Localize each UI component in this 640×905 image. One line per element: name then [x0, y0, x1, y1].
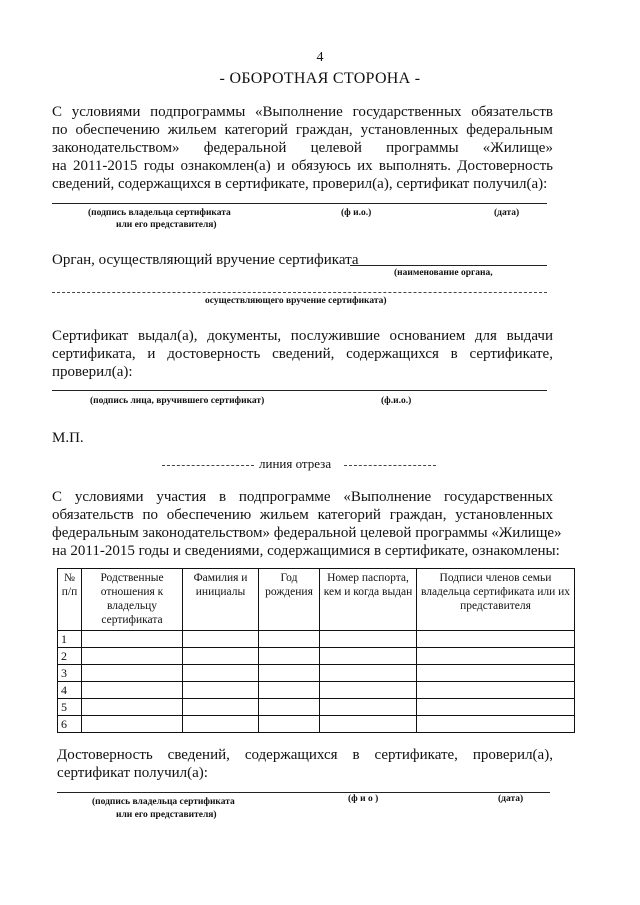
paragraph-line: [52, 103, 553, 121]
table-cell[interactable]: [417, 716, 575, 733]
table-cell[interactable]: [417, 682, 575, 699]
paragraph-line: [52, 327, 553, 345]
header-name: Фамилия и инициалы: [183, 569, 259, 631]
paragraph-line: [52, 345, 553, 363]
table-cell[interactable]: [259, 648, 320, 665]
paragraph-line: [52, 157, 553, 175]
paragraph-word: их: [357, 158, 373, 174]
page-heading: - ОБОРОТНАЯ СТОРОНА -: [219, 70, 421, 87]
row-number: 6: [58, 716, 82, 733]
header-signatures: Подписи членов семьи владельца сертификата или их представителя: [417, 569, 575, 631]
paragraph-word: по: [142, 507, 158, 523]
family-paragraph: [52, 488, 562, 560]
owner-paragraph: [52, 103, 553, 193]
table-row: [58, 716, 575, 733]
paragraph-word: сертификате,: [374, 747, 458, 763]
paragraph-line: [52, 139, 553, 157]
paragraph-word: сведений,: [167, 747, 230, 763]
table-cell[interactable]: [82, 631, 183, 648]
paragraph-word: достоверность: [167, 346, 261, 362]
paragraph-word: в: [218, 489, 227, 505]
owner-signature-caption-2: или его представителя): [116, 220, 217, 230]
paragraph-word: С: [52, 489, 63, 505]
paragraph-word: для: [474, 328, 497, 344]
paragraph-word: выдачи: [506, 328, 553, 344]
table-cell[interactable]: [259, 699, 320, 716]
table-cell[interactable]: [82, 716, 183, 733]
table-cell[interactable]: [259, 631, 320, 648]
paragraph-word: содержащихся: [346, 346, 439, 362]
paragraph-word: подпрограммы: [150, 104, 246, 120]
paragraph-word: государственных: [444, 489, 553, 505]
organ-name-line[interactable]: [350, 265, 547, 266]
table-cell[interactable]: [320, 682, 417, 699]
paragraph-word: сведений,: [272, 346, 335, 362]
table-cell[interactable]: [183, 699, 259, 716]
paragraph-line: проверил(а):: [52, 364, 133, 380]
paragraph-word: документы,: [207, 328, 282, 344]
row-number: 2: [58, 648, 82, 665]
cut-line-left: [162, 465, 254, 466]
final-signature-caption-2: или его представителя): [116, 810, 217, 820]
organ-caption: (наименование органа,: [394, 268, 493, 278]
issuer-signature-caption: (подпись лица, вручившего сертификат): [90, 396, 265, 406]
table-cell[interactable]: [183, 648, 259, 665]
organ-label: Орган, осуществляющий вручение сертификата: [52, 252, 359, 268]
paragraph-word: обязательств: [471, 104, 553, 120]
table-cell[interactable]: [183, 631, 259, 648]
table-cell[interactable]: [320, 665, 417, 682]
paragraph-word: подпрограмме: [238, 489, 331, 505]
paragraph-line: [52, 506, 553, 524]
table-row: [58, 682, 575, 699]
paragraph-word: жильем: [167, 122, 217, 138]
owner-signature-caption: (подпись владельца сертификата: [88, 208, 231, 218]
table-cell[interactable]: [82, 699, 183, 716]
paragraph-word: годы: [143, 158, 175, 174]
table-cell[interactable]: [183, 682, 259, 699]
row-number: 4: [58, 682, 82, 699]
paragraph-word: условиями: [74, 489, 144, 505]
paragraph-word: условиями: [71, 104, 141, 120]
paragraph-word: установленных: [360, 122, 459, 138]
paragraph-word: федеральным: [466, 122, 553, 138]
header-birth-year: Год рождения: [259, 569, 320, 631]
table-cell[interactable]: [417, 699, 575, 716]
table-cell[interactable]: [320, 716, 417, 733]
row-number: 3: [58, 665, 82, 682]
paragraph-word: содержащихся: [244, 747, 338, 763]
organ-name-line-2[interactable]: [52, 292, 547, 293]
paragraph-word: ознакомлен(а): [180, 158, 271, 174]
paragraph-line: сведений, содержащихся в сертификате, проверил(а), сертификат получил(а):: [52, 176, 548, 192]
paragraph-word: государственных: [352, 104, 462, 120]
paragraph-word: программы: [386, 140, 459, 156]
paragraph-word: по: [52, 122, 68, 138]
paragraph-word: Достоверность: [457, 158, 553, 174]
organ-caption-2: осуществляющего вручение сертификата): [205, 296, 387, 306]
table-cell[interactable]: [82, 665, 183, 682]
paragraph-word: граждан,: [389, 507, 447, 523]
table-row: [58, 648, 575, 665]
owner-signature-line[interactable]: [52, 203, 547, 204]
owner-fio-caption: (ф и.о.): [341, 208, 372, 218]
paragraph-word: участия: [156, 489, 207, 505]
final-signature-line[interactable]: [57, 792, 550, 793]
paragraph-word: категорий: [224, 122, 288, 138]
paragraph-word: 2011-2015: [72, 158, 138, 174]
table-cell[interactable]: [320, 648, 417, 665]
paragraph-word: выполнять.: [378, 158, 451, 174]
paragraph-word: и: [147, 346, 156, 362]
family-members-table: [57, 568, 575, 733]
paragraph-word: С: [52, 104, 63, 120]
table-cell[interactable]: [417, 665, 575, 682]
header-relation: Родственные отношения к владельцу сертификата: [82, 569, 183, 631]
paragraph-word: «Выполнение: [343, 489, 432, 505]
paragraph-word: целевой: [310, 140, 362, 156]
paragraph-word: в: [450, 346, 458, 362]
table-cell[interactable]: [417, 648, 575, 665]
paragraph-word: законодательством»: [52, 140, 180, 156]
paragraph-word: обязуюсь: [291, 158, 351, 174]
table-cell[interactable]: [82, 682, 183, 699]
paragraph-line: [52, 488, 553, 506]
table-cell[interactable]: [82, 648, 183, 665]
final-signature-caption: (подпись владельца сертификата: [92, 797, 235, 807]
paragraph-word: обеспечению: [75, 122, 160, 138]
page-number: 4: [316, 50, 324, 65]
paragraph-word: категорий: [317, 507, 381, 523]
paragraph-word: выдал(а),: [138, 328, 198, 344]
table-row: [58, 631, 575, 648]
table-row: [58, 665, 575, 682]
paragraph-word: проверил(а),: [472, 747, 553, 763]
paragraph-word: на: [52, 158, 67, 174]
header-number: № п/п: [58, 569, 82, 631]
paragraph-line: на 2011-2015 годы и сведениями, содержащимися в сертификате, ознакомлены:: [52, 543, 560, 559]
issuer-fio-caption: (ф.и.о.): [381, 396, 412, 406]
paragraph-word: Сертификат: [52, 328, 129, 344]
row-number: 5: [58, 699, 82, 716]
stamp-label: М.П.: [52, 430, 84, 446]
issuer-signature-line[interactable]: [52, 390, 547, 391]
paragraph-word: и: [277, 158, 286, 174]
table-row: [58, 699, 575, 716]
paragraph-word: граждан,: [295, 122, 353, 138]
row-number: 1: [58, 631, 82, 648]
final-date-caption: (дата): [498, 794, 524, 804]
final-fio-caption: (ф и о ): [348, 794, 379, 804]
table-cell[interactable]: [320, 631, 417, 648]
paragraph-word: установленных: [455, 507, 553, 523]
paragraph-word: обеспечению: [166, 507, 252, 523]
paragraph-word: обязательств: [52, 507, 134, 523]
cut-line-label: линия отреза: [259, 456, 332, 471]
paragraph-word: «Жилище»: [482, 140, 553, 156]
paragraph-line: сертификат получил(а):: [57, 765, 208, 781]
paragraph-word: Достоверность: [57, 747, 153, 763]
paragraph-word: послужившие: [290, 328, 380, 344]
table-cell[interactable]: [259, 716, 320, 733]
issuer-paragraph: [52, 327, 553, 381]
paragraph-word: жильем: [259, 507, 309, 523]
paragraph-word: основанием: [389, 328, 466, 344]
final-paragraph: [57, 746, 553, 782]
paragraph-line: [52, 121, 553, 139]
paragraph-word: сертификата,: [52, 346, 136, 362]
paragraph-word: «Выполнение: [255, 104, 343, 120]
table-cell[interactable]: [183, 665, 259, 682]
cut-line-right: [344, 465, 436, 466]
header-passport: Номер паспорта, кем и когда выдан: [320, 569, 417, 631]
owner-date-caption: (дата): [494, 208, 520, 218]
paragraph-word: в: [352, 747, 360, 763]
paragraph-line: [57, 746, 553, 764]
table-cell[interactable]: [259, 665, 320, 682]
paragraph-line: федеральным законодательством» федеральной целевой программы «Жилище»: [52, 525, 562, 541]
paragraph-word: сертификате,: [469, 346, 553, 362]
table-cell[interactable]: [259, 682, 320, 699]
table-cell[interactable]: [417, 631, 575, 648]
table-cell[interactable]: [183, 716, 259, 733]
table-cell[interactable]: [320, 699, 417, 716]
paragraph-word: федеральной: [203, 140, 287, 156]
